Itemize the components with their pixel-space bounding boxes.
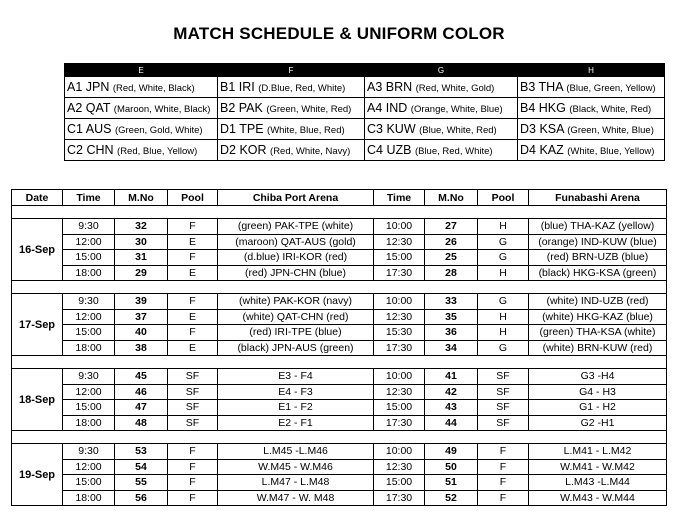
match-number: 55: [115, 475, 168, 491]
uniform-colors: (Orange, White, Blue): [410, 104, 503, 115]
chiba-match: (white) PAK-KOR (navy): [218, 294, 374, 310]
uniform-colors: (Red, White, Gold): [415, 83, 495, 94]
match-date: 17-Sep: [12, 294, 63, 356]
match-number: 48: [115, 415, 168, 431]
pool: G: [478, 234, 529, 250]
uniform-colors: (Red, White, Black): [112, 83, 195, 94]
chiba-match: W.M45 - W.M46: [218, 459, 374, 475]
match-number: 28: [425, 265, 478, 281]
pool-team-cell: [218, 98, 365, 119]
uniform-colors: (Maroon, White, Black): [113, 104, 211, 115]
match-time: 15:30: [374, 325, 425, 341]
match-date: 18-Sep: [12, 369, 63, 431]
match-time: 9:30: [63, 294, 115, 310]
match-time: 15:00: [63, 475, 115, 491]
schedule-header: Pool: [478, 190, 529, 206]
match-time: 9:30: [63, 219, 115, 235]
match-row: [12, 475, 667, 491]
pool: H: [478, 325, 529, 341]
uniform-colors: (Green, Gold, White): [114, 125, 203, 136]
chiba-match: W.M47 - W. M48: [218, 490, 374, 506]
schedule-header: Time: [63, 190, 115, 206]
match-row: [12, 294, 667, 310]
funabashi-match: (red) BRN-UZB (blue): [529, 250, 667, 266]
schedule-header: M.No: [425, 190, 478, 206]
match-time: 18:00: [63, 415, 115, 431]
schedule-header: Time: [374, 190, 425, 206]
chiba-match: E1 - F2: [218, 400, 374, 416]
spacer-cell: [12, 206, 667, 219]
match-time: 18:00: [63, 340, 115, 356]
pool-team-cell: [518, 119, 665, 140]
match-number: 30: [115, 234, 168, 250]
funabashi-match: (black) HKG-KSA (green): [529, 265, 667, 281]
pool-team-cell: [218, 140, 365, 161]
pool: H: [478, 265, 529, 281]
schedule-header: Date: [12, 190, 63, 206]
pool: H: [478, 219, 529, 235]
match-time: 15:00: [374, 250, 425, 266]
match-time: 12:00: [63, 384, 115, 400]
pool: F: [478, 490, 529, 506]
chiba-match: (green) PAK-TPE (white): [218, 219, 374, 235]
match-row: [12, 369, 667, 385]
pool: F: [168, 459, 218, 475]
match-number: 53: [115, 444, 168, 460]
match-row: [12, 459, 667, 475]
team-code: C4 UZB: [367, 143, 412, 157]
funabashi-match: L.M41 - L.M42: [529, 444, 667, 460]
team-code: C2 CHN: [67, 143, 114, 157]
match-time: 10:00: [374, 219, 425, 235]
match-date: 19-Sep: [12, 444, 63, 506]
match-time: 15:00: [63, 400, 115, 416]
match-time: 12:30: [374, 384, 425, 400]
chiba-match: E2 - F1: [218, 415, 374, 431]
pool-row: [65, 119, 665, 140]
pool: SF: [168, 384, 218, 400]
uniform-colors: (White, Blue, Yellow): [567, 146, 655, 157]
match-number: 36: [425, 325, 478, 341]
pool-header: G: [365, 64, 518, 77]
funabashi-match: (white) BRN-KUW (red): [529, 340, 667, 356]
pool: H: [478, 309, 529, 325]
pool: E: [168, 309, 218, 325]
pool: F: [168, 444, 218, 460]
match-time: 12:30: [374, 234, 425, 250]
chiba-match: E3 - F4: [218, 369, 374, 385]
pool: SF: [168, 415, 218, 431]
uniform-colors: (Blue, Red, White): [414, 146, 493, 157]
pool: E: [168, 340, 218, 356]
chiba-match: (d.blue) IRI-KOR (red): [218, 250, 374, 266]
match-number: 35: [425, 309, 478, 325]
funabashi-match: (orange) IND-KUW (blue): [529, 234, 667, 250]
chiba-match: L.M47 - L.M48: [218, 475, 374, 491]
match-row: [12, 265, 667, 281]
match-number: 27: [425, 219, 478, 235]
match-number: 34: [425, 340, 478, 356]
spacer-row: [12, 281, 667, 294]
match-number: 49: [425, 444, 478, 460]
match-number: 46: [115, 384, 168, 400]
match-number: 51: [425, 475, 478, 491]
match-number: 37: [115, 309, 168, 325]
pool-team-cell: [65, 77, 218, 98]
match-time: 12:30: [374, 459, 425, 475]
team-code: A2 QAT: [67, 101, 111, 115]
team-code: D2 KOR: [220, 143, 267, 157]
match-time: 15:00: [63, 250, 115, 266]
pool-team-cell: [365, 77, 518, 98]
uniform-colors: (Red, Blue, Yellow): [117, 146, 198, 157]
match-number: 56: [115, 490, 168, 506]
match-time: 15:00: [374, 475, 425, 491]
pool-team-cell: [518, 77, 665, 98]
pool: F: [168, 325, 218, 341]
spacer-row: [12, 431, 667, 444]
match-number: 44: [425, 415, 478, 431]
match-row: [12, 400, 667, 416]
match-number: 32: [115, 219, 168, 235]
pool-row: [65, 98, 665, 119]
pool-team-cell: [218, 119, 365, 140]
uniform-colors: (White, Blue, Red): [267, 125, 345, 136]
match-time: 17:30: [374, 490, 425, 506]
team-code: A3 BRN: [367, 80, 413, 94]
pool: E: [168, 234, 218, 250]
match-schedule-table: [11, 189, 667, 506]
funabashi-match: G1 - H2: [529, 400, 667, 416]
match-number: 41: [425, 369, 478, 385]
match-number: 29: [115, 265, 168, 281]
pool: F: [168, 294, 218, 310]
spacer-cell: [12, 431, 667, 444]
match-row: [12, 415, 667, 431]
uniform-colors: (D.Blue, Red, White): [258, 83, 346, 94]
chiba-match: E4 - F3: [218, 384, 374, 400]
match-number: 45: [115, 369, 168, 385]
pool: SF: [478, 369, 529, 385]
team-code: B2 PAK: [220, 101, 263, 115]
pool-team-cell: [218, 77, 365, 98]
match-number: 38: [115, 340, 168, 356]
pool: SF: [478, 384, 529, 400]
match-number: 33: [425, 294, 478, 310]
schedule-header: M.No: [115, 190, 168, 206]
pool-team-cell: [518, 140, 665, 161]
chiba-match: (white) QAT-CHN (red): [218, 309, 374, 325]
chiba-match: (black) JPN-AUS (green): [218, 340, 374, 356]
spacer-row: [12, 356, 667, 369]
team-code: A1 JPN: [67, 80, 110, 94]
pool: SF: [168, 369, 218, 385]
match-time: 18:00: [63, 265, 115, 281]
pool-team-cell: [365, 119, 518, 140]
match-time: 9:30: [63, 369, 115, 385]
match-time: 17:30: [374, 265, 425, 281]
team-code: B3 THA: [520, 80, 563, 94]
pool: F: [168, 490, 218, 506]
funabashi-match: (white) HKG-KAZ (blue): [529, 309, 667, 325]
uniform-colors: (Blue, White, Red): [419, 125, 497, 136]
match-number: 39: [115, 294, 168, 310]
pool: SF: [478, 415, 529, 431]
team-code: B1 IRI: [220, 80, 255, 94]
chiba-match: (red) IRI-TPE (blue): [218, 325, 374, 341]
pool: F: [168, 219, 218, 235]
team-code: D3 KSA: [520, 122, 564, 136]
match-time: 15:00: [374, 400, 425, 416]
pool-uniform-table: [64, 63, 665, 161]
match-time: 12:00: [63, 309, 115, 325]
spacer-cell: [12, 356, 667, 369]
pool: G: [478, 250, 529, 266]
spacer-row: [12, 206, 667, 219]
schedule-header: Funabashi Arena: [529, 190, 667, 206]
pool: F: [168, 475, 218, 491]
match-row: [12, 490, 667, 506]
chiba-match: (maroon) QAT-AUS (gold): [218, 234, 374, 250]
match-time: 10:00: [374, 294, 425, 310]
pool-team-cell: [365, 98, 518, 119]
funabashi-match: G2 -H1: [529, 415, 667, 431]
uniform-colors: (Green, White, Red): [266, 104, 352, 115]
pool-header: F: [218, 64, 365, 77]
match-time: 9:30: [63, 444, 115, 460]
match-time: 18:00: [63, 490, 115, 506]
team-code: D4 KAZ: [520, 143, 564, 157]
match-number: 40: [115, 325, 168, 341]
funabashi-match: G4 - H3: [529, 384, 667, 400]
schedule-header: Chiba Port Arena: [218, 190, 374, 206]
team-code: A4 IND: [367, 101, 408, 115]
pool-team-cell: [365, 140, 518, 161]
funabashi-match: L.M43 -L.M44: [529, 475, 667, 491]
match-time: 12:00: [63, 234, 115, 250]
match-row: [12, 250, 667, 266]
pool: F: [478, 444, 529, 460]
uniform-colors: (Blue, Green, Yellow): [566, 83, 656, 94]
match-number: 50: [425, 459, 478, 475]
match-number: 47: [115, 400, 168, 416]
match-row: [12, 309, 667, 325]
match-number: 54: [115, 459, 168, 475]
pool-row: [65, 77, 665, 98]
funabashi-match: (blue) THA-KAZ (yellow): [529, 219, 667, 235]
chiba-match: (red) JPN-CHN (blue): [218, 265, 374, 281]
uniform-colors: (Green, White, Blue): [567, 125, 654, 136]
pool-team-cell: [65, 140, 218, 161]
match-row: [12, 444, 667, 460]
pool: G: [478, 340, 529, 356]
funabashi-match: G3 -H4: [529, 369, 667, 385]
team-code: B4 HKG: [520, 101, 566, 115]
match-row: [12, 384, 667, 400]
pool: F: [478, 475, 529, 491]
match-time: 12:30: [374, 309, 425, 325]
match-row: [12, 325, 667, 341]
funabashi-match: W.M43 - W.M44: [529, 490, 667, 506]
uniform-colors: (Black, White, Red): [569, 104, 652, 115]
pool: F: [168, 250, 218, 266]
match-row: [12, 234, 667, 250]
pool: SF: [478, 400, 529, 416]
match-time: 17:30: [374, 415, 425, 431]
pool: E: [168, 265, 218, 281]
pool: SF: [168, 400, 218, 416]
spacer-cell: [12, 281, 667, 294]
funabashi-match: (white) IND-UZB (red): [529, 294, 667, 310]
match-time: 10:00: [374, 444, 425, 460]
match-number: 52: [425, 490, 478, 506]
funabashi-match: (green) THA-KSA (white): [529, 325, 667, 341]
chiba-match: L.M45 -L.M46: [218, 444, 374, 460]
funabashi-match: W.M41 - W.M42: [529, 459, 667, 475]
pool-row: [65, 140, 665, 161]
match-number: 25: [425, 250, 478, 266]
match-number: 26: [425, 234, 478, 250]
match-number: 31: [115, 250, 168, 266]
schedule-header: Pool: [168, 190, 218, 206]
pool-team-cell: [518, 98, 665, 119]
match-number: 42: [425, 384, 478, 400]
match-row: [12, 219, 667, 235]
match-time: 12:00: [63, 459, 115, 475]
pool-team-cell: [65, 119, 218, 140]
pool: G: [478, 294, 529, 310]
match-time: 15:00: [63, 325, 115, 341]
team-code: D1 TPE: [220, 122, 264, 136]
team-code: C3 KUW: [367, 122, 416, 136]
match-time: 10:00: [374, 369, 425, 385]
pool-header: E: [65, 64, 218, 77]
page-title: MATCH SCHEDULE & UNIFORM COLOR: [173, 24, 505, 43]
uniform-colors: (Red, White, Navy): [270, 146, 351, 157]
team-code: C1 AUS: [67, 122, 112, 136]
match-time: 17:30: [374, 340, 425, 356]
match-row: [12, 340, 667, 356]
pool-header: H: [518, 64, 665, 77]
match-number: 43: [425, 400, 478, 416]
pool: F: [478, 459, 529, 475]
pool-team-cell: [65, 98, 218, 119]
match-date: 16-Sep: [12, 219, 63, 281]
